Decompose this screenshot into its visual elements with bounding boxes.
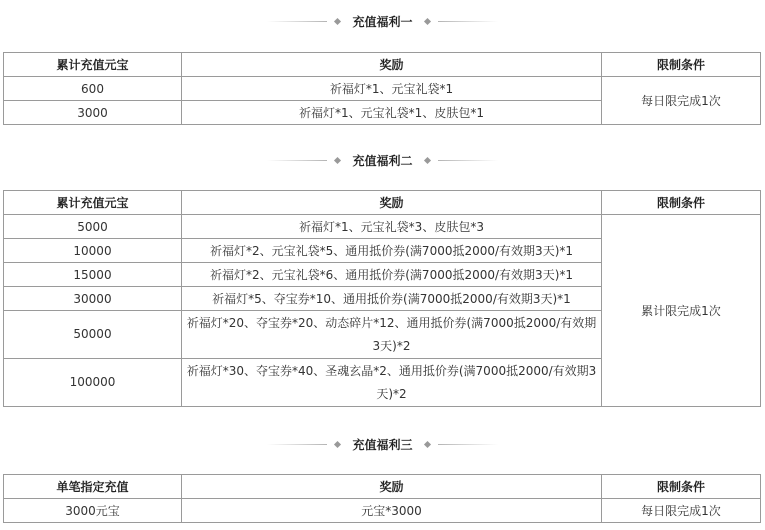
amount-cell: 10000 <box>4 239 182 263</box>
header-condition: 限制条件 <box>602 191 761 215</box>
header-amount: 累计充值元宝 <box>4 53 182 77</box>
section-title-2 <box>0 151 765 169</box>
table-header-row <box>4 191 761 215</box>
reward-table-1 <box>3 52 761 125</box>
section-title-text: 充值福利二 <box>352 153 413 168</box>
header-amount: 单笔指定充值 <box>4 475 182 499</box>
reward-table-3 <box>3 474 761 523</box>
amount-cell: 3000元宝 <box>4 499 182 523</box>
section-title-text: 充值福利三 <box>352 437 413 452</box>
reward-cell: 元宝*3000 <box>182 499 602 523</box>
divider-line <box>267 21 327 22</box>
table-row <box>4 499 761 523</box>
divider-line <box>267 444 327 445</box>
reward-cell: 祈福灯*1、元宝礼袋*1、皮肤包*1 <box>182 101 602 125</box>
diamond-icon <box>334 17 341 24</box>
reward-cell: 祈福灯*20、夺宝券*20、动态碎片*12、通用抵价券(满7000抵2000/有效期3天)*2 <box>182 311 602 359</box>
reward-cell: 祈福灯*1、元宝礼袋*3、皮肤包*3 <box>182 215 602 239</box>
table-row <box>4 215 761 239</box>
header-amount: 累计充值元宝 <box>4 191 182 215</box>
header-reward: 奖励 <box>182 53 602 77</box>
reward-table-2 <box>3 190 761 407</box>
amount-cell: 50000 <box>4 311 182 359</box>
table-header-row <box>4 53 761 77</box>
reward-cell: 祈福灯*5、夺宝券*10、通用抵价券(满7000抵2000/有效期3天)*1 <box>182 287 602 311</box>
condition-cell: 每日限完成1次 <box>602 499 761 523</box>
header-reward: 奖励 <box>182 191 602 215</box>
condition-cell: 每日限完成1次 <box>602 77 761 125</box>
diamond-icon <box>423 17 430 24</box>
amount-cell: 600 <box>4 77 182 101</box>
condition-cell: 累计限完成1次 <box>602 215 761 407</box>
divider-line <box>438 21 498 22</box>
table-header-row <box>4 475 761 499</box>
diamond-icon <box>334 440 341 447</box>
reward-cell: 祈福灯*1、元宝礼袋*1 <box>182 77 602 101</box>
diamond-icon <box>423 440 430 447</box>
amount-cell: 3000 <box>4 101 182 125</box>
amount-cell: 15000 <box>4 263 182 287</box>
header-condition: 限制条件 <box>602 475 761 499</box>
divider-line <box>438 160 498 161</box>
divider-line <box>438 444 498 445</box>
reward-cell: 祈福灯*2、元宝礼袋*5、通用抵价券(满7000抵2000/有效期3天)*1 <box>182 239 602 263</box>
table-row <box>4 77 761 101</box>
header-condition: 限制条件 <box>602 53 761 77</box>
reward-cell: 祈福灯*2、元宝礼袋*6、通用抵价券(满7000抵2000/有效期3天)*1 <box>182 263 602 287</box>
diamond-icon <box>334 156 341 163</box>
amount-cell: 30000 <box>4 287 182 311</box>
divider-line <box>267 160 327 161</box>
amount-cell: 5000 <box>4 215 182 239</box>
diamond-icon <box>423 156 430 163</box>
amount-cell: 100000 <box>4 359 182 407</box>
section-title-1 <box>0 12 765 30</box>
section-title-text: 充值福利一 <box>352 14 413 29</box>
header-reward: 奖励 <box>182 475 602 499</box>
section-title-3 <box>0 435 765 453</box>
reward-cell: 祈福灯*30、夺宝券*40、圣魂玄晶*2、通用抵价券(满7000抵2000/有效期3天)*2 <box>182 359 602 407</box>
